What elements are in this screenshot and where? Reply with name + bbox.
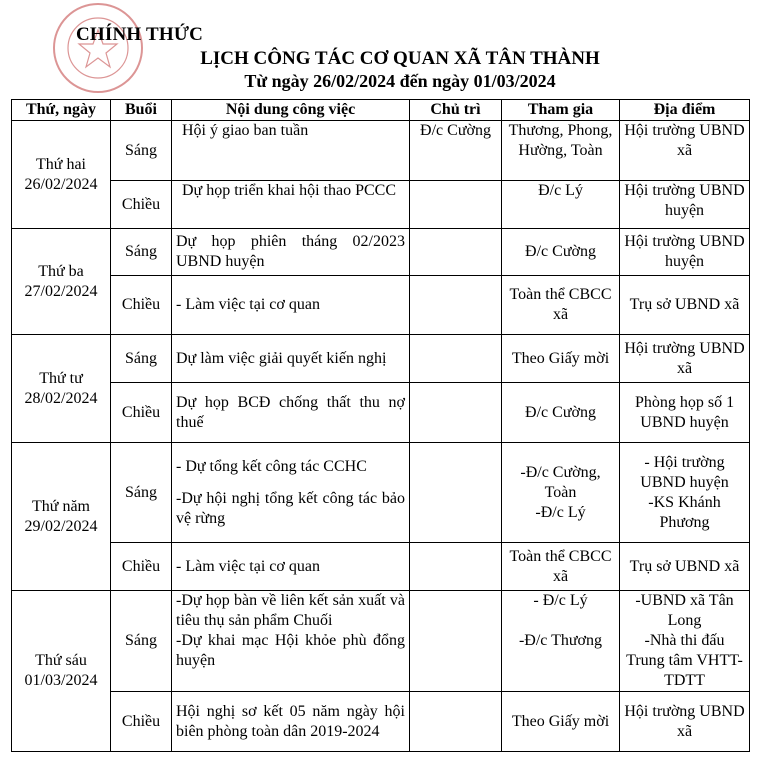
day-date: 01/03/2024: [24, 672, 98, 689]
schedule-table: [11, 99, 750, 752]
day-date: 29/02/2024: [24, 517, 98, 535]
table-row: [12, 383, 750, 443]
day-date: 26/02/2024: [24, 175, 98, 193]
page-subtitle: Từ ngày 26/02/2024 đến ngày 01/03/2024: [244, 71, 556, 91]
location-cell: Hội trường UBND xã: [620, 335, 750, 383]
day-cell: [12, 335, 111, 443]
session-cell: Sáng: [111, 443, 172, 543]
content-cell: Hội ý giao ban tuần: [172, 121, 410, 181]
table-row: [12, 692, 750, 752]
chair-cell: [410, 543, 502, 591]
session-cell: Chiều: [111, 181, 172, 229]
table-row: [12, 276, 750, 335]
table-row: [12, 335, 750, 383]
location-item: -UBND xã Tân Long: [635, 592, 734, 629]
content-cell: Dự họp triển khai hội thao PCCC: [172, 181, 410, 229]
session-cell: Chiều: [111, 543, 172, 591]
day-cell: [12, 121, 111, 229]
day-name: Thứ tư: [39, 369, 83, 387]
day-date: 27/02/2024: [24, 282, 98, 300]
participants-cell: Toàn thể CBCC xã: [502, 543, 620, 591]
day-name: Thứ năm: [32, 497, 90, 515]
session-cell: Chiều: [111, 692, 172, 752]
location-cell: Phòng họp số 1 UBND huyện: [620, 383, 750, 443]
header-day: Thứ, ngày: [12, 100, 111, 121]
day-date: 28/02/2024: [24, 389, 98, 407]
table-header-row: [12, 100, 750, 121]
header-session: Buổi: [111, 100, 172, 121]
chair-cell: [410, 383, 502, 443]
chair-cell: Đ/c Cường: [410, 121, 502, 181]
session-cell: Sáng: [111, 591, 172, 692]
content-cell: - Làm việc tại cơ quan: [172, 543, 410, 591]
table-row: [12, 591, 750, 692]
session-cell: Chiều: [111, 276, 172, 335]
content-item: -Dự họp bàn về liên kết sản xuất và tiêu thụ sản phẩm Chuối: [176, 592, 405, 629]
page-title: LỊCH CÔNG TÁC CƠ QUAN XÃ TÂN THÀNH: [200, 48, 600, 69]
day-cell: [12, 591, 111, 752]
location-cell: Trụ sở UBND xã: [620, 276, 750, 335]
content-cell: Dự họp BCĐ chống thất thu nợ thuế: [172, 383, 410, 443]
content-cell: - Làm việc tại cơ quan: [172, 276, 410, 335]
participants-item: -Đ/c Cường, Toàn: [520, 463, 601, 501]
content-item: - Dự tổng kết công tác CCHC: [176, 457, 367, 475]
day-name: Thứ hai: [36, 155, 86, 173]
day-name: Thứ sáu: [35, 652, 87, 669]
participants-item: - Đ/c Lý: [533, 592, 588, 609]
location-cell: Trụ sở UBND xã: [620, 543, 750, 591]
table-row: [12, 121, 750, 181]
location-cell: Hội trường UBND xã: [620, 121, 750, 181]
session-cell: Sáng: [111, 121, 172, 181]
participants-cell: Đ/c Cường: [502, 383, 620, 443]
chair-cell: [410, 591, 502, 692]
participants-item: -Đ/c Lý: [535, 503, 586, 521]
location-item: -Nhà thi đấu Trung tâm VHTT-TDTT: [626, 632, 743, 689]
table-row: [12, 543, 750, 591]
chair-cell: [410, 181, 502, 229]
content-item: -Dự hội nghị tổng kết công tác bảo vệ rừng: [176, 489, 405, 527]
session-cell: Sáng: [111, 229, 172, 276]
location-cell: [620, 443, 750, 543]
chair-cell: [410, 335, 502, 383]
session-cell: Chiều: [111, 383, 172, 443]
participants-cell: [502, 443, 620, 543]
header-location: Địa điểm: [620, 100, 750, 121]
header-chair: Chủ trì: [410, 100, 502, 121]
location-item: - Hội trường UBND huyện: [640, 453, 729, 491]
header-content: Nội dung công việc: [172, 100, 410, 121]
content-item: -Dự khai mạc Hội khỏe phù đổng huyện: [176, 632, 405, 669]
table-row: [12, 443, 750, 543]
participants-cell: Thương, Phong, Hường, Toàn: [502, 121, 620, 181]
participants-cell: Đ/c Cường: [502, 229, 620, 276]
day-cell: [12, 443, 111, 591]
location-cell: Hội trường UBND huyện: [620, 229, 750, 276]
day-name: Thứ ba: [38, 262, 84, 280]
chair-cell: [410, 276, 502, 335]
content-cell: Dự họp phiên tháng 02/2023 UBND huyện: [172, 229, 410, 276]
content-cell: Dự làm việc giải quyết kiến nghị: [172, 335, 410, 383]
location-item: -KS Khánh Phương: [648, 493, 721, 531]
location-cell: Hội trường UBND huyện: [620, 181, 750, 229]
participants-cell: Theo Giấy mời: [502, 335, 620, 383]
table-row: [12, 229, 750, 276]
location-cell: Hội trường UBND xã: [620, 692, 750, 752]
session-cell: Sáng: [111, 335, 172, 383]
participants-cell: Đ/c Lý: [502, 181, 620, 229]
content-cell: [172, 443, 410, 543]
chair-cell: [410, 692, 502, 752]
chair-cell: [410, 443, 502, 543]
content-cell: [172, 591, 410, 692]
chair-cell: [410, 229, 502, 276]
participants-cell: Theo Giấy mời: [502, 692, 620, 752]
participants-item: -Đ/c Thương: [518, 632, 603, 649]
content-cell: Hội nghị sơ kết 05 năm ngày hội biên phòng toàn dân 2019-2024: [172, 692, 410, 752]
table-row: [12, 181, 750, 229]
official-stamp-label: CHÍNH THỨC: [76, 24, 204, 45]
participants-cell: Toàn thể CBCC xã: [502, 276, 620, 335]
participants-cell: [502, 591, 620, 692]
header-participants: Tham gia: [502, 100, 620, 121]
location-cell: [620, 591, 750, 692]
day-cell: [12, 229, 111, 335]
